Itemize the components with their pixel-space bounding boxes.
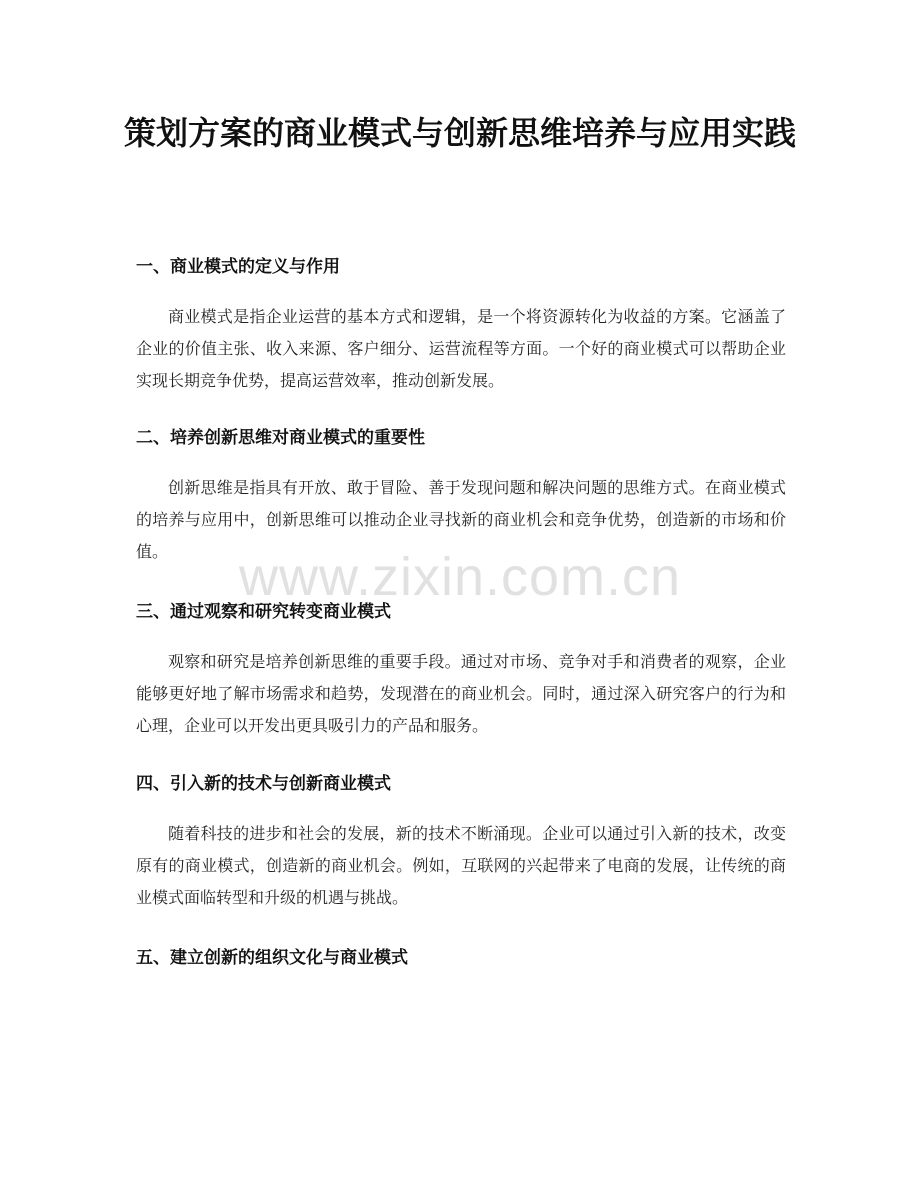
section-paragraph: 商业模式是指企业运营的基本方式和逻辑，是一个将资源转化为收益的方案。它涵盖了企业的价值主张、收入来源、客户细分、运营流程等方面。一个好的商业模式可以帮助企业实现长期竞争优势，提高运营效率，推动创新发展。 <box>136 307 786 390</box>
section-organizational-culture <box>136 946 786 970</box>
section-heading: 四、引入新的技术与创新商业模式 <box>136 774 391 794</box>
section-heading: 二、培养创新思维对商业模式的重要性 <box>136 428 425 448</box>
section-business-model-definition <box>136 255 786 397</box>
section-paragraph: 创新思维是指具有开放、敢于冒险、善于发现问题和解决问题的思维方式。在商业模式的培养与应用中，创新思维可以推动企业寻找新的商业机会和竞争优势，创造新的市场和价值。 <box>136 478 786 561</box>
section-new-technology <box>136 772 786 914</box>
section-paragraph: 随着科技的进步和社会的发展，新的技术不断涌现。企业可以通过引入新的技术，改变原有的商业模式，创造新的商业机会。例如，互联网的兴起带来了电商的发展，让传统的商业模式面临转型和升级的机遇与挑战。 <box>136 824 786 907</box>
section-heading: 三、通过观察和研究转变商业模式 <box>136 602 391 622</box>
section-observation-research <box>136 600 786 742</box>
section-paragraph: 观察和研究是培养创新思维的重要手段。通过对市场、竞争对手和消费者的观察，企业能够更好地了解市场需求和趋势，发现潜在的商业机会。同时，通过深入研究客户的行为和心理，企业可以开发出更具吸引力的产品和服务。 <box>136 652 786 735</box>
section-innovative-thinking-importance <box>136 426 786 568</box>
section-heading: 一、商业模式的定义与作用 <box>136 257 340 277</box>
page-title: 策划方案的商业模式与创新思维培养与应用实践 <box>123 114 796 152</box>
section-heading: 五、建立创新的组织文化与商业模式 <box>136 948 408 968</box>
watermark: www.zixin.com.cn <box>238 547 682 607</box>
